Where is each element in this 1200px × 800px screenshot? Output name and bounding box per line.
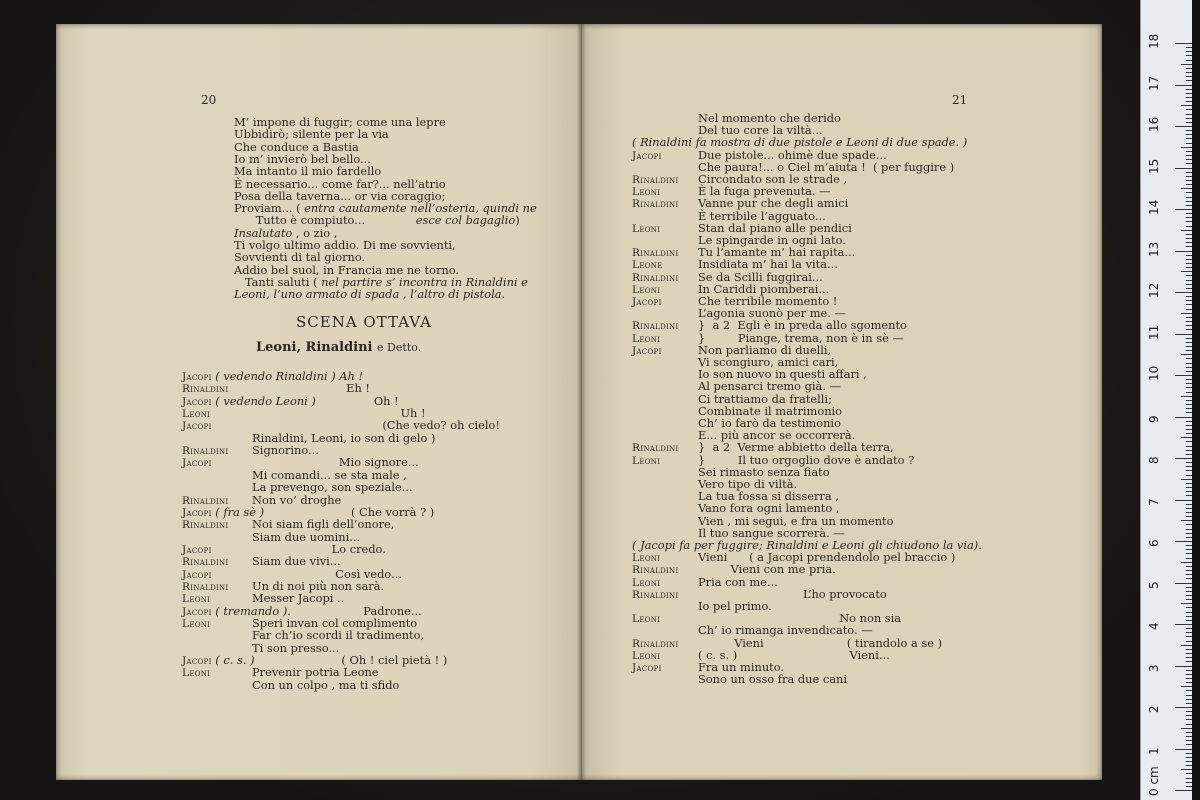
ruler-label: 6 — [1147, 539, 1161, 547]
speaker-name: Leoni — [632, 576, 661, 589]
dialogue-text: Rinaldini, Leoni, io son di gelo ) — [252, 430, 436, 445]
ruler-cm-tick — [1175, 541, 1193, 542]
ruler-label: 14 — [1147, 199, 1161, 215]
dialogue-text: Io pel primo. — [698, 599, 772, 613]
verse-text: Ma intanto il mio fardello — [234, 164, 382, 179]
dialogue-text: Non parliamo di duelli, — [698, 342, 832, 357]
verse-text: ) — [515, 213, 520, 228]
dialogue-text: Vieni con me pria. — [698, 562, 836, 577]
ruler-cm-tick — [1175, 168, 1193, 169]
verse-text: M’ impone di fuggir; come una lepre — [234, 115, 446, 129]
dialogue-text: Se da Scilli fuggirai... — [698, 269, 823, 284]
ruler-cm-tick — [1175, 749, 1193, 750]
dialogue-tail: Padrone... — [290, 603, 422, 618]
dialogue-text: Noi siam figli dell’onore, — [252, 517, 395, 532]
speaker-name: Jacopi — [182, 543, 212, 556]
dialogue-text: } Il tuo orgoglio dove è andato ? — [698, 452, 915, 467]
dialogue-text: Che paura!... o Ciel m’aiuta ! ( per fuggire ) — [698, 159, 955, 174]
verse-text: Tutto è compiuto... — [234, 213, 416, 228]
ruler-label: 0 cm — [1147, 766, 1161, 796]
dialogue-text: Vano fora ogni lamento , — [698, 501, 840, 516]
dialogue-text: Vero tipo di viltà. — [698, 477, 798, 491]
dialogue-text: Mio signore... — [252, 455, 419, 470]
ruler-label: 11 — [1147, 324, 1161, 340]
speaker-name: Rinaldini — [182, 556, 229, 569]
speaker-name: Jacopi — [182, 655, 212, 668]
dialogue-tail: Oh ! — [315, 393, 399, 408]
page-number-right: 21 — [952, 93, 968, 107]
ruler-label: 8 — [1147, 456, 1161, 464]
dialogue-text: Siam due vivi... — [252, 554, 341, 569]
speaker-name: Leoni — [632, 332, 661, 345]
dialogue-line — [632, 673, 847, 685]
stage-direction: ( Rinaldini fa mostra di due pistole e Leoni di due spade. ) — [632, 135, 968, 150]
speaker-name: Rinaldini — [632, 442, 679, 455]
dialogue-text: Ch’ io rimanga invendicato. — — [698, 623, 873, 638]
dialogue-tail: ( Che vorrà ? ) — [264, 504, 435, 519]
speaker-name: Jacopi — [632, 296, 662, 308]
scene-title: SCENA OTTAVA — [296, 313, 432, 331]
dialogue-text: L’agonia suonò per me. — — [698, 306, 846, 321]
ruler-cm-tick — [1175, 209, 1193, 210]
speaker-name: Rinaldini — [182, 580, 229, 593]
ruler-label: 18 — [1147, 33, 1161, 49]
ruler-label: 12 — [1147, 282, 1161, 298]
scene-cast — [256, 342, 421, 354]
dialogue-text: Mi comandi... se sta male , — [252, 467, 407, 482]
speaker-name: Leoni — [182, 667, 211, 680]
speaker-name: Rinaldini — [632, 637, 679, 650]
dialogue-text: Vien , mi segui, e fra un momento — [698, 513, 894, 528]
dialogue-text: Lo credo. — [252, 541, 386, 556]
right-page — [582, 24, 1102, 780]
speaker-name: Jacopi — [632, 344, 662, 357]
verse-text: Ti volgo ultimo addio. Di me sovvienti, — [234, 238, 456, 252]
speaker-name: Rinaldini — [632, 247, 679, 260]
dialogue-text: Vieni ( tirandolo a se ) — [698, 635, 943, 650]
dialogue-text: È terribile l’agguato... — [698, 208, 826, 223]
scene-cast-suffix: e Detto. — [377, 341, 422, 354]
speaker-name: Jacopi — [182, 568, 212, 581]
dialogue-text: In Cariddi piomberai... — [698, 281, 830, 296]
dialogue-text: Combinate il matrimonio — [698, 403, 843, 418]
verse-text: Insalutato — [234, 225, 293, 240]
verse-text: , o zio , — [292, 225, 338, 240]
ruler-cm-tick — [1175, 500, 1193, 501]
speaker-name: Rinaldini — [632, 271, 679, 284]
dialogue-text: Le spingarde in ogni lato. — [698, 233, 846, 247]
dialogue-text: Così vedo... — [252, 566, 402, 581]
ruler-cm-tick — [1175, 707, 1193, 708]
speaker-name: Jacopi — [182, 420, 212, 433]
dialogue-text: Speri invan col complimento — [252, 616, 418, 630]
dialogue-text: Far ch’io scordi il tradimento, — [252, 628, 425, 643]
ruler-cm-tick — [1175, 583, 1193, 584]
dialogue-text: Messer Jacopi .. — [252, 591, 345, 606]
dialogue-text: } a 2 Verme abbietto della terra, — [698, 440, 894, 455]
speaker-name: Jacopi — [182, 457, 212, 470]
ruler-label: 5 — [1147, 580, 1161, 589]
dialogue-tail: ( Oh ! ciel pietà ! ) — [254, 653, 448, 668]
speaker-name: Leone — [632, 259, 663, 272]
verse-text: Leoni, l’uno armato di spada , l’altro di pistola. — [234, 287, 506, 302]
speaker-name: Rinaldini — [182, 383, 229, 396]
dialogue-text: } Piange, trema, non è in sè — — [698, 330, 904, 345]
dialogue-text: } a 2 Egli è in preda allo sgomento — [698, 318, 907, 333]
verse-text: Proviam... ( — [234, 201, 305, 216]
verse-text: Ubbidirò; silente per la via — [234, 127, 389, 142]
dialogue-text: Siam due uomini... — [252, 529, 361, 544]
verse-line — [234, 288, 505, 300]
ruler-label: 16 — [1147, 116, 1161, 132]
speaker-name: Leoni — [632, 186, 661, 199]
ruler-cm-tick — [1175, 375, 1193, 376]
dialogue-text: Circondato son le strade , — [698, 172, 848, 186]
dialogue-text: Eh ! — [252, 381, 370, 396]
dialogue-text: Al pensarci tremo già. — — [698, 379, 841, 394]
speaker-name: Leoni — [182, 408, 211, 421]
speaker-name: Leoni — [632, 454, 661, 467]
ruler-label: 13 — [1147, 241, 1161, 257]
speaker-name: Jacopi — [632, 662, 662, 674]
ruler-label: 2 — [1147, 705, 1161, 713]
speaker-name: Rinaldini — [182, 519, 229, 532]
verse-text: Che conduce a Bastia — [234, 139, 359, 154]
speaker-name: Rinaldini — [632, 588, 679, 601]
ruler-cm-tick — [1175, 126, 1193, 127]
speaker-name: Leoni — [632, 649, 661, 662]
left-page — [56, 24, 582, 780]
verse-text: Posa della taverna... or via coraggio; — [234, 188, 446, 203]
dialogue-text: La tua fossa si disserra , — [698, 489, 839, 504]
dialogue-text: Nel momento che derido — [698, 111, 841, 125]
dialogue-text: No non sia — [698, 611, 902, 626]
ruler-label: 9 — [1147, 414, 1161, 423]
verse-text: esce col bagaglio — [415, 213, 516, 228]
ruler-cm-tick — [1175, 458, 1193, 459]
dialogue-text: ( tremando ). — [211, 603, 291, 618]
dialogue-text: Pria con me... — [698, 574, 778, 589]
dialogue-text: Uh ! — [252, 406, 426, 421]
speaker-name: Jacopi — [182, 506, 212, 519]
measurement-ruler — [1140, 0, 1193, 800]
verse-text: Tanti saluti ( — [234, 274, 322, 289]
verse-text: nel partire s’ incontra in Rinaldini e — [321, 274, 528, 289]
ruler-cm-tick — [1175, 666, 1193, 667]
dialogue-text: È la fuga prevenuta. — — [698, 184, 831, 199]
dialogue-text: L’ho provocato — [698, 586, 887, 601]
dialogue-text: Il tuo sangue scorrerà. — — [698, 525, 845, 540]
dialogue-text: La prevengo, son speziale... — [252, 480, 413, 495]
speaker-name: Rinaldini — [632, 198, 679, 211]
speaker-name: Jacopi — [632, 149, 662, 162]
ruler-cm-tick — [1175, 85, 1193, 86]
dialogue-text: Insidiata m’ hai la vita... — [698, 257, 838, 272]
dialogue-text: Stan dal piano alle pendici — [698, 220, 852, 235]
dialogue-text: Vi scongiuro, amici cari, — [698, 355, 839, 369]
dialogue-text: Io son nuovo in questi affari , — [698, 367, 867, 382]
dialogue-text: Fra un minuto. — [698, 660, 785, 674]
ruler-label: 15 — [1147, 158, 1161, 174]
dialogue-text: Signorino... — [252, 443, 319, 458]
dialogue-text: Ti son presso... — [252, 640, 340, 655]
speaker-name: Leoni — [632, 613, 661, 626]
speaker-name: Jacopi — [182, 371, 212, 383]
verse-text: È necessario... come far?... nell’atrio — [234, 176, 446, 191]
dialogue-text: ( vedendo Rinaldini ) Ah ! — [211, 369, 364, 383]
ruler-label: 10 — [1147, 365, 1161, 381]
ruler-cm-tick — [1175, 251, 1193, 252]
speaker-name: Rinaldini — [632, 564, 679, 577]
dialogue-text: Ci trattiamo da fratelli; — [698, 391, 832, 406]
dialogue-text: (Che vedo? oh cielo! — [252, 418, 500, 433]
dialogue-text: Ch’ io farò da testimonio — [698, 416, 841, 430]
verse-text: Sovvienti di tal giorno. — [234, 250, 366, 265]
stage-direction: ( Jacopi fa per fuggire; Rinaldini e Leoni gli chiudono la via). — [632, 538, 982, 552]
dialogue-text: ( fra sè ) — [211, 504, 265, 519]
dialogue-text: ( c. s. ) Vieni... — [698, 647, 890, 662]
dialogue-text: ( vedendo Leoni ) — [211, 393, 316, 408]
scene-cast-names: Leoni, Rinaldini — [256, 340, 373, 355]
speaker-name: Leoni — [632, 283, 661, 296]
dialogue-text: E... più ancor se occorrerà. — [698, 428, 856, 443]
ruler-cm-tick — [1175, 43, 1193, 44]
dialogue-text: Con un colpo , ma ti sfido — [252, 677, 400, 692]
ruler-cm-tick — [1175, 334, 1193, 335]
speaker-name: Leoni — [632, 222, 661, 235]
dialogue-text: Sono un osso fra due cani — [698, 672, 848, 687]
dialogue-text: Un di noi più non sarà. — [252, 578, 385, 593]
speaker-name: Rinaldini — [632, 320, 679, 333]
speaker-name: Leoni — [182, 618, 211, 630]
speaker-name: Rinaldini — [182, 494, 229, 507]
ruler-label: 4 — [1147, 622, 1161, 630]
dialogue-text: Non vo’ droghe — [252, 492, 342, 507]
dialogue-text: Prevenir potria Leone — [252, 665, 379, 680]
verse-text: Addio bel suol, in Francia me ne torno. — [234, 262, 460, 277]
ruler-cm-tick — [1175, 417, 1193, 418]
dialogue-line — [182, 679, 399, 691]
dialogue-text: Tu l’amante m’ hai rapita... — [698, 245, 856, 260]
speaker-name: Jacopi — [182, 605, 212, 618]
ruler-cm-tick — [1175, 790, 1193, 791]
ruler-cm-tick — [1175, 292, 1193, 293]
ruler-label: 7 — [1147, 497, 1161, 506]
dialogue-text: Vieni ( a Jacopi prendendolo pel braccio ) — [698, 550, 956, 565]
ruler-cm-tick — [1175, 624, 1193, 625]
ruler-label: 3 — [1147, 663, 1161, 672]
dialogue-text: Due pistole... ohimè due spade... — [698, 147, 887, 162]
speaker-name: Rinaldini — [632, 174, 679, 186]
page-number-left: 20 — [201, 93, 217, 107]
speaker-name: Leoni — [632, 552, 661, 565]
speaker-name: Leoni — [182, 593, 211, 606]
ruler-edge — [1192, 0, 1200, 800]
dialogue-text: Sei rimasto senza fiato — [698, 464, 830, 479]
dialogue-text: Che terribile momento ! — [698, 294, 838, 308]
speaker-name: Jacopi — [182, 395, 212, 408]
speaker-name: Rinaldini — [182, 445, 229, 458]
ruler-label: 17 — [1147, 75, 1161, 91]
dialogue-text: ( c. s. ) — [211, 653, 255, 668]
ruler-label: 1 — [1147, 746, 1161, 755]
dialogue-text: Vanne pur che degli amici — [698, 196, 849, 211]
verse-text: Io m’ invierò bel bello... — [234, 151, 371, 166]
dialogue-text: Del tuo core la viltà... — [698, 123, 823, 138]
verse-text: entra cautamente nell’osteria, quindi ne — [304, 201, 537, 216]
